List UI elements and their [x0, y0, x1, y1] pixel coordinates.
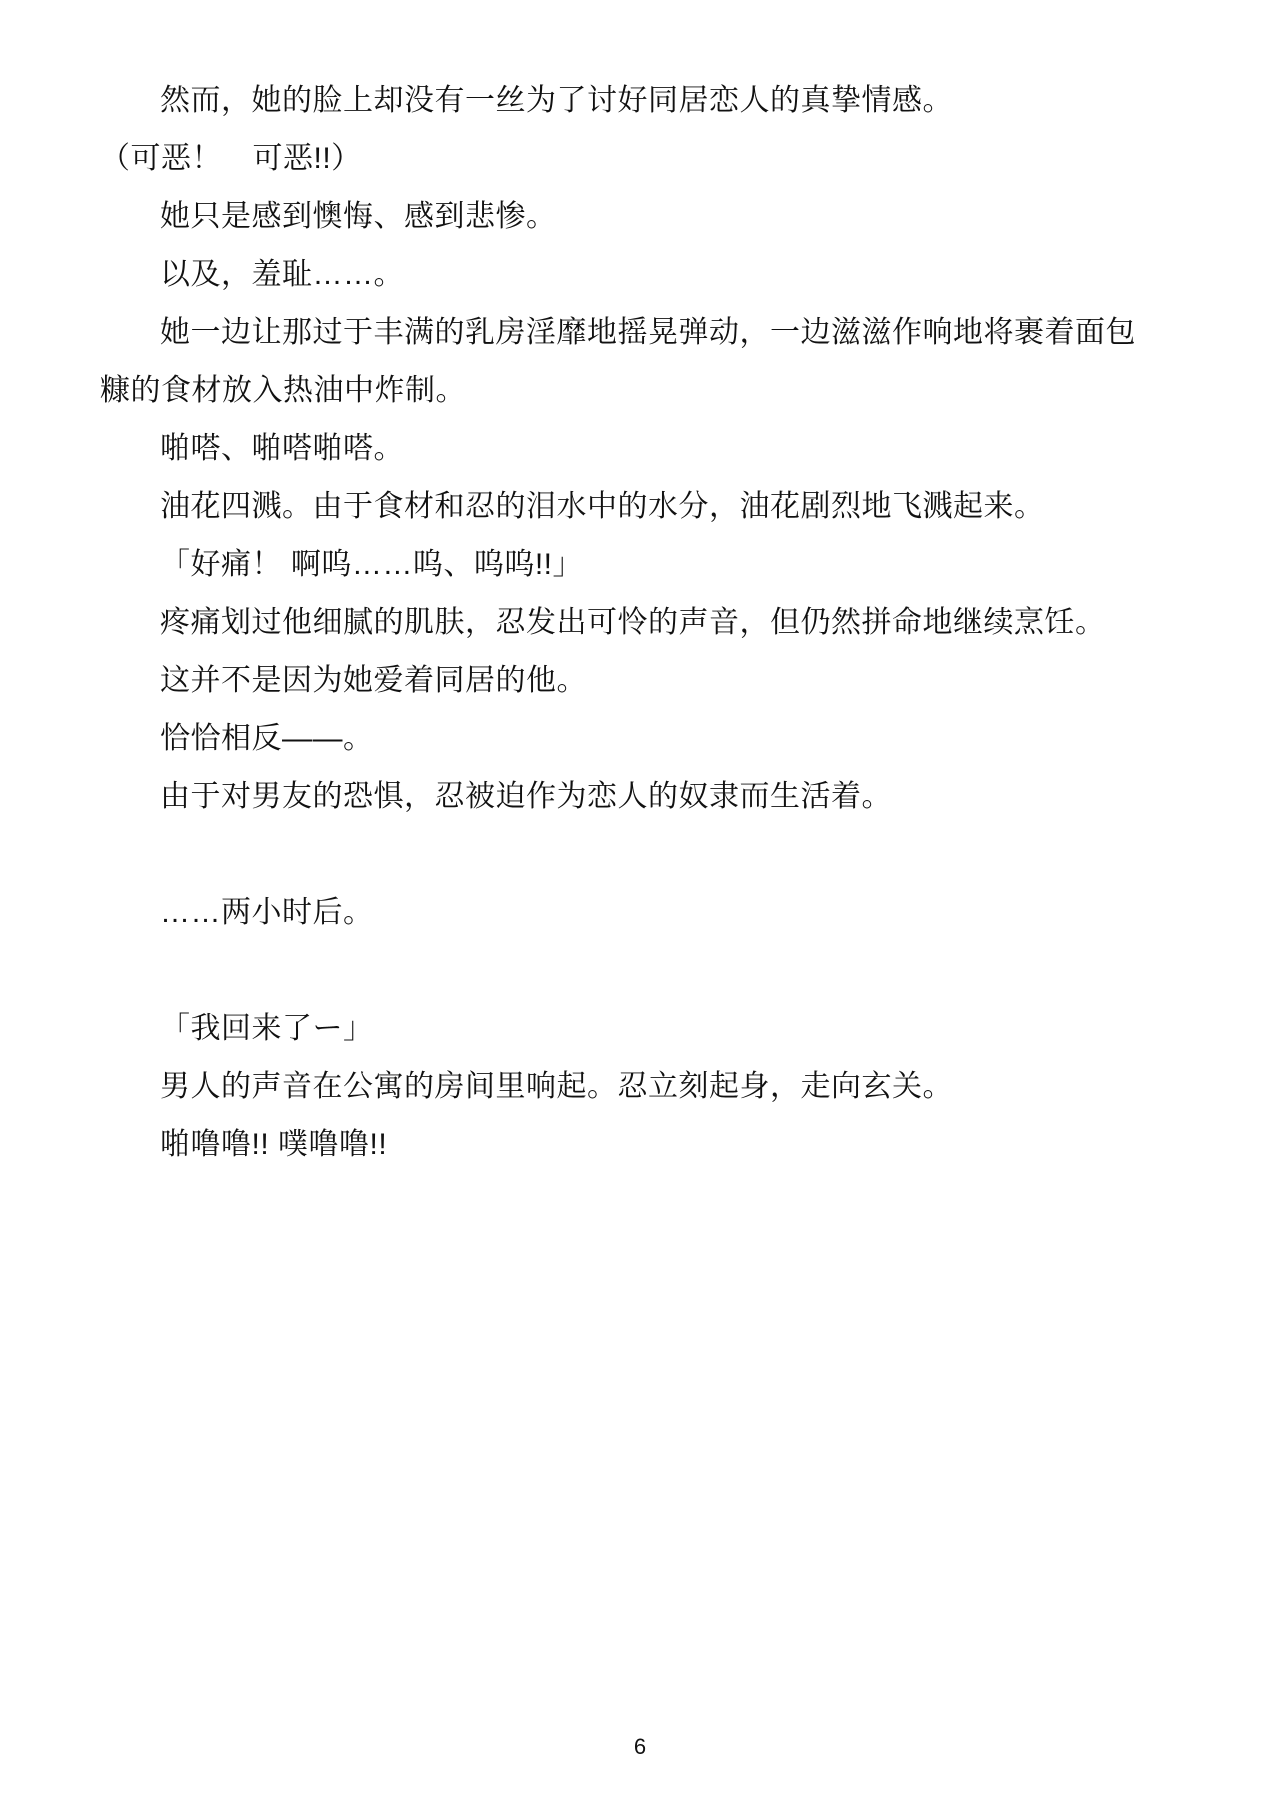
paragraph: 她只是感到懊悔、感到悲惨。 [160, 200, 557, 233]
paragraph: 疼痛划过他细腻的肌肤，忍发出可怜的声音，但仍然拼命地继续烹饪。 [160, 606, 1106, 639]
paragraph: 啪噜噜!! 噗噜噜!! [160, 1128, 388, 1161]
paragraph: 油花四溅。由于食材和忍的泪水中的水分，油花剧烈地飞溅起来。 [160, 490, 1045, 523]
paragraph: 「我回来了ー」 [160, 1012, 374, 1045]
paragraph: 恰恰相反——。 [160, 722, 374, 755]
paragraph: 由于对男友的恐惧，忍被迫作为恋人的奴隶而生活着。 [160, 780, 892, 813]
paragraph: 男人的声音在公寓的房间里响起。忍立刻起身，走向玄关。 [160, 1070, 953, 1103]
blank-line [100, 942, 1145, 1000]
paragraph: 然而，她的脸上却没有一丝为了讨好同居恋人的真挚情感。 [160, 84, 953, 117]
blank-line [100, 826, 1145, 884]
paragraph: 啪嗒、啪嗒啪嗒。 [160, 432, 404, 465]
paragraph: 「好痛！ 啊呜……呜、呜呜!!」 [160, 548, 584, 581]
paragraph: 这并不是因为她爱着同居的他。 [160, 664, 587, 697]
paragraph: （可恶！ 可恶!!） [100, 142, 362, 175]
paragraph: 她一边让那过于丰满的乳房淫靡地摇晃弹动，一边滋滋作响地将裹着面包糠的食材放入热油中炸制。 [100, 316, 1136, 407]
page-number: 6 [633, 1734, 647, 1759]
paragraph: 以及，羞耻……。 [160, 258, 404, 291]
body-text [100, 72, 1145, 1174]
paragraph: ……两小时后。 [160, 896, 374, 929]
